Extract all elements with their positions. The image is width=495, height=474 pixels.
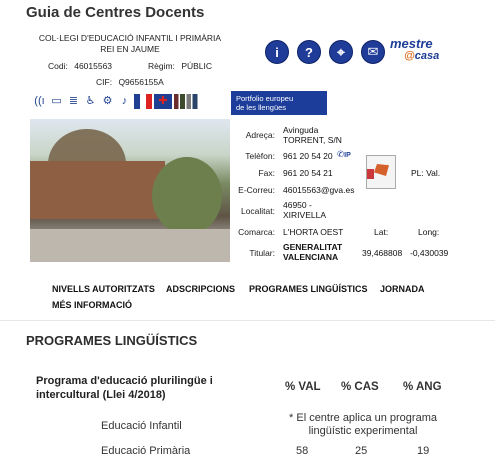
adreca-label: Adreça:: [245, 130, 275, 140]
col-ang-header: % ANG: [403, 381, 442, 393]
map-thumbnail[interactable]: [366, 155, 396, 189]
france-flag-icon: [134, 94, 152, 109]
brand-line2: casa: [414, 50, 440, 62]
page-title: Guia de Centres Docents: [26, 4, 205, 21]
divider: [0, 320, 495, 321]
school-photo: [30, 119, 230, 262]
nav-jornada[interactable]: JORNADA: [380, 284, 425, 294]
accessibility-icon: ♿: [85, 94, 96, 107]
section-title: PROGRAMES LINGÜÍSTICS: [26, 333, 198, 348]
titular-value: [283, 242, 342, 262]
long-value: -0,430039: [410, 248, 449, 258]
cif-row: [96, 77, 164, 87]
phone-icon: ✆: [337, 149, 345, 159]
note-line1: * El centre aplica un programa: [289, 412, 437, 424]
comarca-value: L'HORTA OEST: [283, 227, 344, 237]
col-val-header: % VAL: [285, 381, 321, 393]
location-icon[interactable]: ⌖: [329, 40, 353, 64]
programa-title: [36, 374, 266, 402]
adreca-value: [283, 125, 342, 145]
language-icon: ♪: [121, 94, 128, 107]
library-icon: [174, 94, 200, 109]
email-value[interactable]: 46015563@gva.es: [283, 185, 355, 195]
adreca-line2: TORRENT, S/N: [283, 135, 342, 145]
titular-line2: VALENCIANA: [283, 252, 339, 262]
nav-mes-informacio[interactable]: MÉS INFORMACIÓ: [52, 300, 132, 310]
regim-row: [148, 61, 212, 71]
nav-nivells-autoritzats[interactable]: NIVELLS AUTORITZATS: [52, 284, 155, 294]
brand-line1: mestre: [390, 36, 433, 51]
note-line2: lingüístic experimental: [308, 425, 418, 437]
wifi-icon: ((ı: [34, 94, 45, 107]
email-label: E-Correu:: [238, 185, 275, 195]
portfolio-line2: de les llengües: [236, 103, 287, 112]
programa-title-line2: intercultural (Llei 4/2018): [36, 389, 166, 401]
nav-programes-linguistics[interactable]: PROGRAMES LINGÜÍSTICS: [249, 284, 368, 294]
school-name: [10, 33, 250, 54]
localitat-line1: 46950 -: [283, 200, 312, 210]
school-name-line1: COL·LEGI D'EDUCACIÓ INFANTIL I PRIMÀRIA: [38, 33, 222, 43]
portfolio-banner[interactable]: [231, 91, 327, 115]
cif-value: Q9656155A: [118, 77, 164, 87]
row-primaria-ang: 19: [417, 445, 430, 457]
titular-line1: GENERALITAT: [283, 242, 343, 252]
portfolio-line1: Portfolio europeu: [236, 94, 294, 103]
comarca-label: Comarca:: [238, 227, 275, 237]
fax-value: 961 20 54 21: [283, 168, 333, 178]
ip-label: IP: [344, 152, 351, 159]
titular-label: Titular:: [249, 248, 275, 258]
mail-icon[interactable]: ✉: [361, 40, 385, 64]
ip-phone[interactable]: [337, 149, 351, 160]
adreca-line1: Avinguda: [283, 125, 319, 135]
row-infantil-label: Educació Infantil: [101, 420, 182, 432]
row-infantil-note: [268, 412, 458, 438]
fax-label: Fax:: [258, 168, 275, 178]
telefon-value: 961 20 54 20: [283, 151, 333, 161]
regim-value: PÚBLIC: [181, 61, 213, 71]
uk-flag-icon: ✚: [154, 94, 172, 109]
programa-title-line1: Programa d'educació plurilingüe i: [36, 375, 213, 387]
lat-label: Lat:: [374, 227, 389, 237]
gear-icon: ⚙: [102, 94, 113, 107]
col-cas-header: % CAS: [341, 381, 379, 393]
regim-label: Règim:: [148, 61, 175, 71]
codi-row: [48, 61, 112, 71]
pl-label: PL: Val.: [411, 168, 441, 178]
lat-value: 39,468808: [362, 248, 403, 258]
row-primaria-val: 58: [296, 445, 309, 457]
brand-at: @: [404, 50, 415, 62]
row-primaria-cas: 25: [355, 445, 368, 457]
mestreacasa-logo[interactable]: [390, 37, 446, 65]
codi-value: 46015563: [74, 61, 113, 71]
codi-label: Codi:: [48, 61, 68, 71]
telefon-label: Telèfon:: [245, 151, 275, 161]
row-primaria-label: Educació Primària: [101, 445, 191, 457]
school-name-line2: REI EN JAUME: [100, 44, 160, 54]
books-icon: ≣: [68, 94, 79, 107]
cif-label: CIF:: [96, 77, 113, 87]
service-icons: [32, 92, 202, 110]
nav-adscripcions[interactable]: ADSCRIPCIONS: [166, 284, 236, 294]
long-label: Long:: [418, 227, 440, 237]
localitat-line2: XIRIVELLA: [283, 210, 326, 220]
computer-icon: ▭: [51, 94, 62, 107]
info-icon[interactable]: i: [265, 40, 289, 64]
localitat-value: [283, 200, 326, 220]
help-icon[interactable]: ?: [297, 40, 321, 64]
localitat-label: Localitat:: [240, 206, 275, 216]
